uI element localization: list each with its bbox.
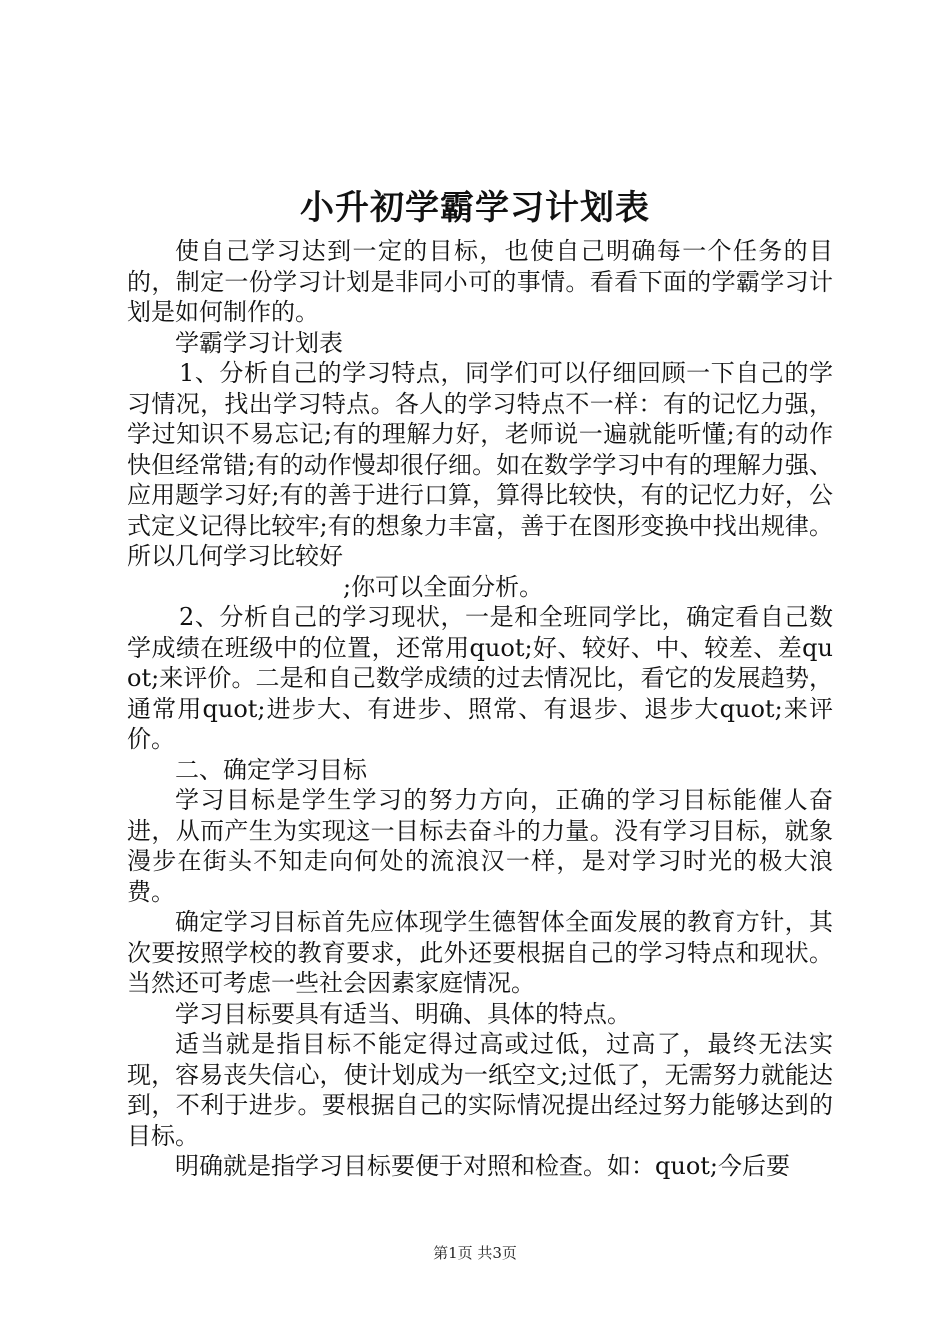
paragraph-goal-features: 学习目标要具有适当、明确、具体的特点。 [175, 999, 631, 1028]
paragraph-intro: 使自己学习达到一定的目标，也使自己明确每一个任务的目的，制定一份学习计划是非同小可的事情。看看下面的学霸学习计划是如何制作的。 [127, 237, 833, 326]
paragraph-goal-appropriate: 适当就是指目标不能定得过高或过低，过高了，最终无法实现，容易丧失信心，使计划成为一纸空文;过低了，无需努力就能达到，不利于进步。要根据自己的实际情况提出经过努力能够达到的目标。 [127, 1030, 833, 1150]
paragraph-goal-importance: 学习目标是学生学习的努力方向，正确的学习目标能催人奋进，从而产生为实现这一目标去奋斗的力量。没有学习目标，就象漫步在街头不知走向何处的流浪汉一样，是对学习时光的极大浪费。 [127, 786, 833, 906]
paragraph-subheading: 学霸学习计划表 [175, 328, 343, 357]
page-footer: 第1页 共3页 [433, 1244, 517, 1262]
paragraph-analysis-note: ;你可以全面分析。 [343, 572, 544, 601]
document-title: 小升初学霸学习计划表 [300, 188, 650, 228]
paragraph-learning-status: 2、分析自己的学习现状，一是和全班同学比，确定看自己数学成绩在班级中的位置，还常用quot;好、较好、中、较差、差quot;来评价。二是和自己数学成绩的过去情况比，看它的发展趋势，通常用quot;进步大、有进步、照常、有退步、退步大quot;来评价。 [127, 603, 833, 753]
document-body [127, 236, 833, 1182]
paragraph-learning-traits: 1、分析自己的学习特点，同学们可以仔细回顾一下自己的学习情况，找出学习特点。各人的学习特点不一样：有的记忆力强，学过知识不易忘记;有的理解力好，老师说一遍就能听懂;有的动作快但经常错;有的动作慢却很仔细。如在数学学习中有的理解力强、应用题学习好;有的善于进行口算，算得比较快，有的记忆力好，公式定义记得比较牢;有的想象力丰富，善于在图形变换中找出规律。所以几何学习比较好 [127, 359, 833, 570]
section-heading-goals: 二、确定学习目标 [175, 755, 367, 784]
paragraph-goal-setting: 确定学习目标首先应体现学生德智体全面发展的教育方针，其次要按照学校的教育要求，此外还要根据自己的学习特点和现状。当然还可考虑一些社会因素家庭情况。 [127, 908, 833, 997]
paragraph-goal-clear: 明确就是指学习目标要便于对照和检查。如：quot;今后要 [175, 1152, 790, 1180]
